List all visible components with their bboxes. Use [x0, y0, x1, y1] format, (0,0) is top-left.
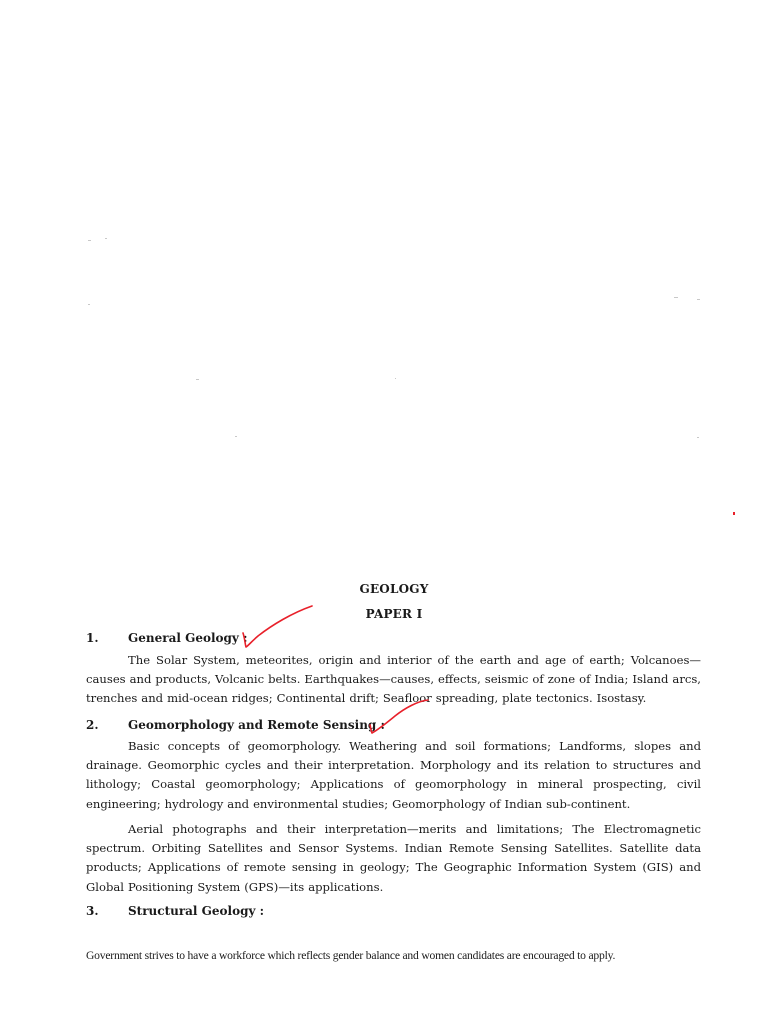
document-title: GEOLOGY [359, 582, 429, 596]
section-2-paragraph-2: Aerial photographs and their interpretation—merits and limitations; The Electromagnetic spectrum. Orbiting Satellites and Sensor Systems. Indian Remote Sensing Satellites. Satellite data products; Applications of remote sensing in geology; The Geographic Information System (GIS) and Global Positioning System (GPS)—its applications. [86, 822, 701, 894]
section-title: Structural Geology : [128, 904, 265, 918]
footer-note: Government strives to have a workforce which reflects gender balance and women candidates are encouraged to apply. [86, 949, 616, 962]
red-speck [733, 512, 735, 515]
section-3-heading [86, 904, 706, 920]
section-1-heading [86, 631, 706, 647]
section-title: General Geology : [128, 631, 248, 645]
section-number: 1. [86, 631, 99, 645]
section-number: 2. [86, 718, 99, 732]
section-1-paragraph: The Solar System, meteorites, origin and interior of the earth and age of earth; Volcanoes—causes and products, Volcanic belts. Earthquakes—causes, effects, seismic of zone of India; Island arcs, trenches and mid-ocean ridges; Continental drift; Seafloor spreading, plate tectonics. Isostasy. [86, 653, 701, 706]
section-2-paragraph-1: Basic concepts of geomorphology. Weathering and soil formations; Landforms, slopes and drainage. Geomorphic cycles and their interpretation. Morphology and its relation to structures and lithology; Coastal geomorphology; Applications of geomorphology in mineral prospecting, civil engineering; hydrology and environmental studies; Geomorphology of Indian sub-continent. [86, 739, 701, 811]
section-title: Geomorphology and Remote Sensing : [128, 718, 385, 732]
section-number: 3. [86, 904, 99, 918]
paper-subtitle: PAPER I [365, 607, 423, 621]
section-2-heading [86, 718, 706, 734]
